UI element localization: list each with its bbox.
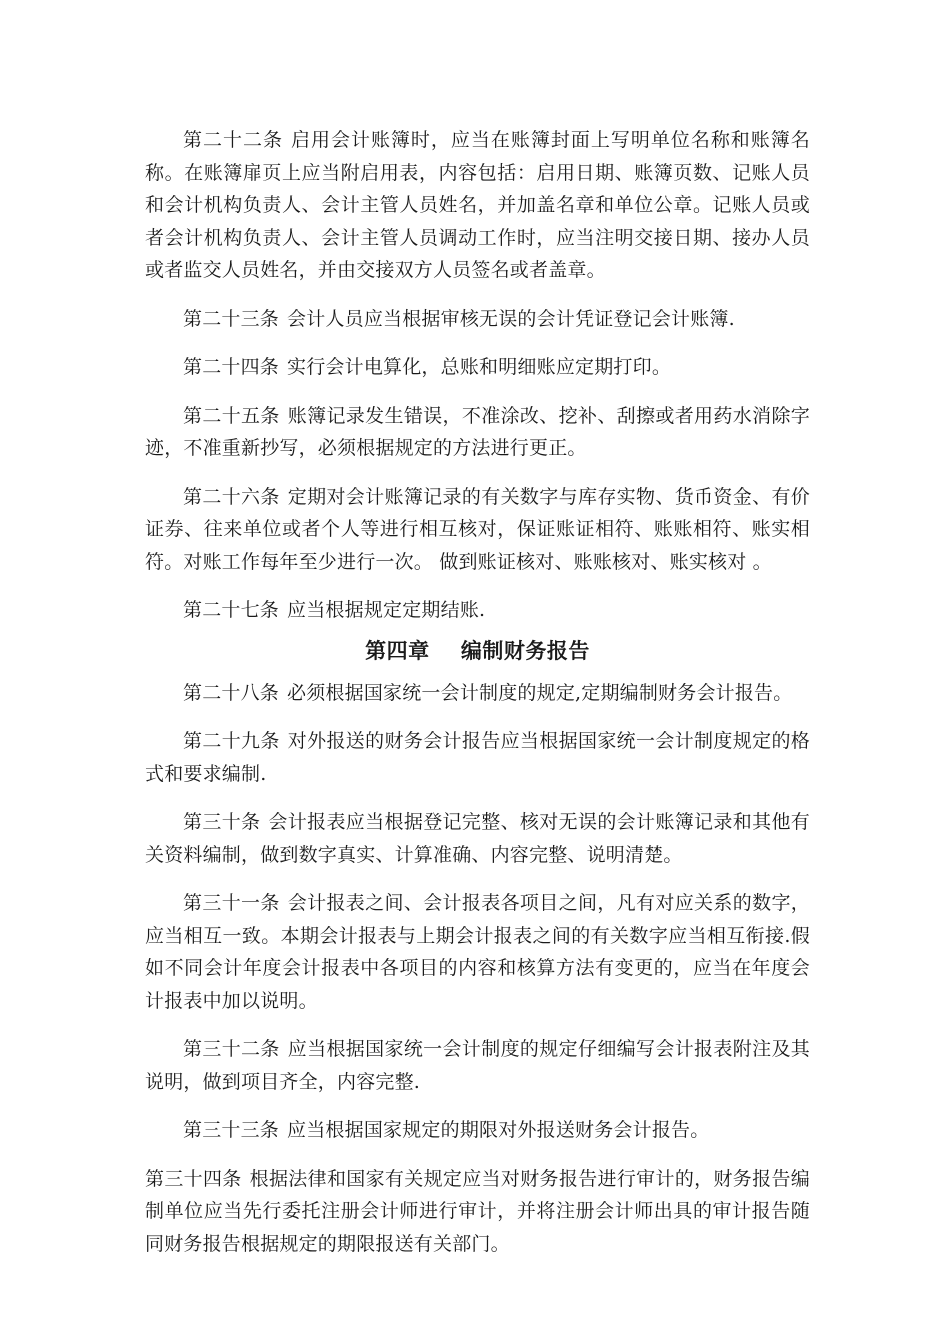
article-text: 应当根据国家统一会计制度的规定仔细编写会计报表附注及其说明，做到项目齐全，内容完整.: [145, 1038, 810, 1093]
article-text: 会计报表之间、会计报表各项目之间，凡有对应关系的数字，应当相互一致。本期会计报表与上期会计报表之间的有关数字应当相互衔接.假如不同会计年度会计报表中各项目的内容和核算方法有变更的，应当在年度会计报表中加以说明。: [145, 892, 810, 1012]
article-number: 第三十四条: [145, 1167, 242, 1190]
article-number: 第二十三条: [183, 307, 280, 330]
article-number: 第二十四条: [183, 356, 280, 378]
article-number: 第二十二条: [183, 129, 283, 151]
article-number: 第二十六条: [183, 485, 280, 508]
article-23: [145, 303, 810, 336]
document-body: [145, 124, 810, 1276]
article-number: 第二十九条: [183, 730, 280, 752]
chapter-title: 第四章 编制财务报告: [365, 638, 590, 663]
article-28: [145, 677, 810, 710]
article-27: [145, 594, 810, 627]
article-33: [145, 1114, 810, 1147]
article-text: 账簿记录发生错误，不准涂改、挖补、刮擦或者用药水消除字迹，不准重新抄写，必须根据规定的方法进行更正。: [145, 404, 810, 459]
article-number: 第三十二条: [183, 1038, 280, 1060]
article-26: [145, 481, 810, 579]
article-24: [145, 351, 810, 384]
article-text: 会计人员应当根据审核无误的会计凭证登记会计账簿.: [287, 307, 735, 330]
article-text: 必须根据国家统一会计制度的规定,定期编制财务会计报告。: [287, 681, 793, 704]
article-number: 第二十五条: [183, 404, 280, 427]
article-text: 会计报表应当根据登记完整、核对无误的会计账簿记录和其他有关资料编制，做到数字真实、计算准确、内容完整、说明清楚。: [145, 811, 810, 866]
article-text: 根据法律和国家有关规定应当对财务报告进行审计的，财务报告编制单位应当先行委托注册会计师进行审计，并将注册会计师出具的审计报告随同财务报告根据规定的期限报送有关部门。: [145, 1167, 810, 1255]
article-text: 应当根据规定定期结账.: [287, 599, 486, 621]
article-22: [145, 124, 810, 287]
article-text: 应当根据国家规定的期限对外报送财务会计报告。: [287, 1119, 710, 1141]
article-34: [145, 1163, 810, 1261]
article-31: [145, 887, 810, 1017]
article-text: 启用会计账簿时，应当在账簿封面上写明单位名称和账簿名称。在账簿扉页上应当附启用表，内容包括：启用日期、账簿页数、记账人员和会计机构负责人、会计主管人员姓名，并加盖名章和单位公章。记账人员或者会计机构负责人、会计主管人员调动工作时，应当注明交接日期、接办人员或者监交人员姓名，并由交接双方人员签名或者盖章。: [145, 129, 810, 281]
article-number: 第三十一条: [183, 892, 280, 914]
article-text: 对外报送的财务会计报告应当根据国家统一会计制度规定的格式和要求编制.: [145, 730, 810, 785]
article-32: [145, 1033, 810, 1098]
article-text: 实行会计电算化，总账和明细账应定期打印。: [287, 356, 672, 378]
article-25: [145, 400, 810, 465]
article-number: 第二十八条: [183, 681, 280, 704]
article-number: 第三十条: [183, 811, 261, 833]
article-number: 第二十七条: [183, 599, 280, 621]
article-text: 定期对会计账簿记录的有关数字与库存实物、货币资金、有价证券、往来单位或者个人等进行相互核对，保证账证相符、账账相符、账实相符。对账工作每年至少进行一次。 做到账证核对、账账核对、账实核对 。: [145, 485, 810, 573]
article-30: [145, 806, 810, 871]
article-number: 第三十三条: [183, 1119, 280, 1141]
article-29: [145, 725, 810, 790]
